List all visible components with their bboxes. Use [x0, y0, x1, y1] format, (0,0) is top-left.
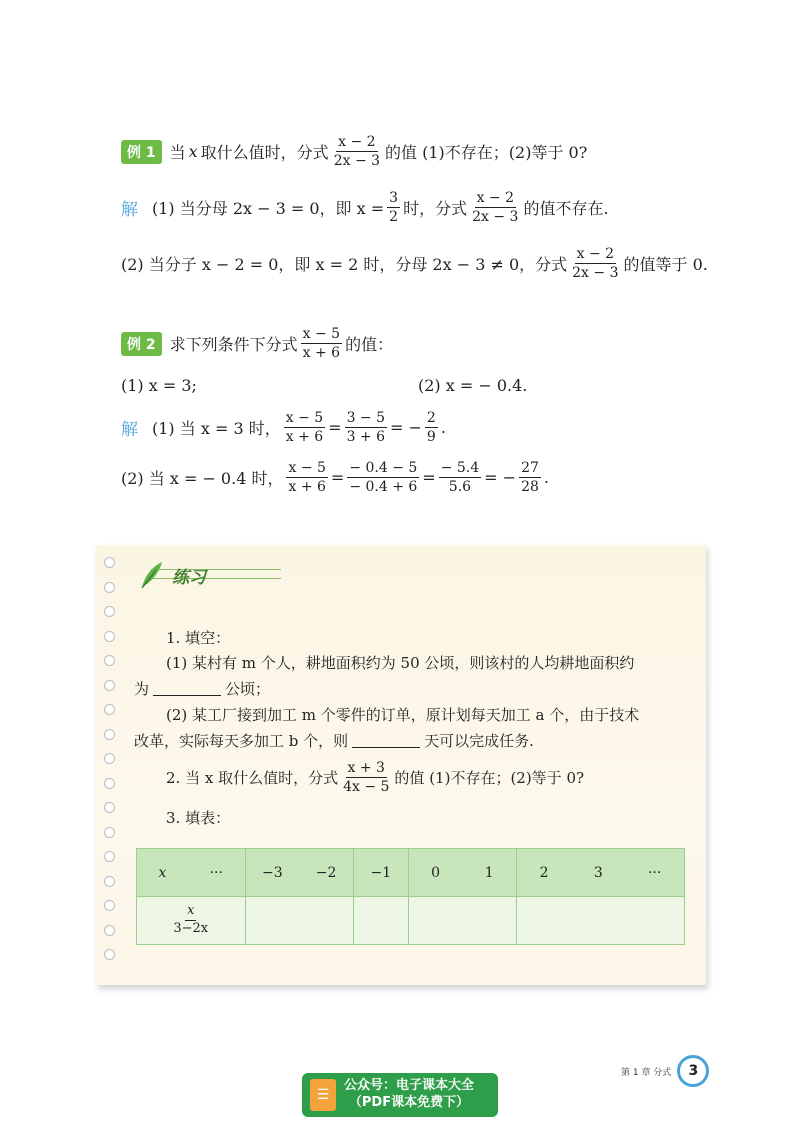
exercise-q1-1a: (1) 某村有 m 个人，耕地面积约为 50 公顷，则该村的人均耕地面积约	[166, 654, 635, 672]
answer-blank[interactable]	[352, 733, 420, 748]
book-icon: ☰	[310, 1079, 336, 1111]
exercise-q1-title: 1. 填空：	[166, 629, 231, 647]
ring-hole	[104, 851, 115, 862]
fraction: $\frac{x - 2}{2x - 3}$	[572, 246, 619, 282]
solution-label: 解	[121, 420, 138, 441]
example1-tag: 例 1	[121, 140, 162, 164]
example2-tag: 例 2	[121, 332, 162, 356]
fraction: $\frac{3 - 5}{3 + 6}$	[346, 410, 386, 446]
table-cell: −3 −2	[245, 849, 353, 897]
example1-question: 例 1 当 x 取什么值时，分式 $\frac{x - 2}{2x - 3}$ 的值 (1)不存在；(2)等于 0?	[121, 134, 587, 169]
fraction: $\frac{3}{2}$	[389, 190, 399, 226]
ring-hole	[104, 753, 115, 764]
answer-cell[interactable]	[517, 897, 685, 945]
ring-hole	[104, 778, 115, 789]
fraction: $\frac{x - 2}{2x - 3}$	[333, 134, 381, 170]
page-number: 3	[677, 1055, 709, 1087]
example2-question: 例 2 求下列条件下分式 $\frac{x - 5}{x + 6}$ 的值：	[121, 326, 393, 361]
fraction: $\frac{x + 3}{4x - 5}$	[343, 760, 390, 796]
fraction: $\frac{27}{28}$	[521, 460, 539, 496]
ring-hole	[104, 582, 115, 593]
ring-hole	[104, 704, 115, 715]
fraction: $\frac{x - 5}{x + 6}$	[288, 460, 326, 496]
example1-solution-1: 解 (1) 当分母 2x − 3 = 0，即 x = $\frac{3}{2}$ 时，分式 $\frac{x - 2}{2x - 3}$ 的值不存在.	[121, 190, 609, 226]
ring-hole	[104, 876, 115, 887]
exercise-q1-1b: 为 公顷；	[134, 680, 271, 698]
table-header-row	[137, 849, 685, 897]
ring-hole	[104, 557, 115, 568]
ring-hole	[104, 802, 115, 813]
answer-cell[interactable]	[245, 897, 353, 945]
exercise-q2: 2. 当 x 取什么值时，分式 $\frac{x + 3}{4x - 5}$ 的值 (1)不存在；(2)等于 0?	[166, 760, 585, 796]
fill-in-table	[136, 848, 685, 945]
watermark-badge: ☰ 公众号：电子课本大全 （PDF课本免费下）	[302, 1073, 498, 1117]
fraction: $\frac{- 5.4}{5.6}$	[440, 460, 480, 496]
example2-solution-2: (2) 当 x = − 0.4 时， $\frac{x - 5}{x + 6}$ = $\frac{- 0.4 - 5}{- 0.4 + 6}$ = $\frac{- 5.4}{5.6}$ = − $\frac{27}{28}$ .	[121, 460, 549, 496]
table-cell: 2 3 ···	[517, 849, 685, 897]
exercise-q3: 3. 填表：	[166, 809, 231, 827]
ring-hole	[104, 925, 115, 936]
table-cell: 0 1	[408, 849, 516, 897]
exercise-q1-2b: 改革，实际每天多加工 b 个，则 天可以完成任务.	[134, 732, 534, 750]
ring-hole	[104, 827, 115, 838]
ring-hole	[104, 900, 115, 911]
fraction: $\frac{- 0.4 - 5}{- 0.4 + 6}$	[349, 460, 418, 496]
ring-hole	[104, 949, 115, 960]
example2-condition-2: (2) x = − 0.4.	[418, 376, 528, 395]
table-cell: −1	[353, 849, 408, 897]
fraction: $\frac{x - 5}{x + 6}$	[302, 326, 341, 362]
feather-icon	[138, 560, 166, 590]
ring-hole	[104, 606, 115, 617]
answer-blank[interactable]	[153, 681, 221, 696]
fraction: $\frac{x - 2}{2x - 3}$	[472, 190, 519, 226]
fraction: $\frac{2}{9}$	[426, 410, 436, 446]
ring-hole	[104, 655, 115, 666]
answer-cell[interactable]	[408, 897, 516, 945]
table-row-label: $\frac{x}{3-2x}$	[137, 897, 246, 945]
example2-solution-1: 解 (1) 当 x = 3 时， $\frac{x - 5}{x + 6}$ = $\frac{3 - 5}{3 + 6}$ = − $\frac{2}{9}$ .	[121, 410, 446, 446]
solution-label: 解	[121, 200, 138, 221]
example2-condition-1: (1) x = 3;	[121, 376, 197, 395]
ring-hole	[104, 729, 115, 740]
ring-hole	[104, 680, 115, 691]
table-row	[137, 897, 685, 945]
exercise-title: 练习	[138, 560, 206, 590]
fraction: $\frac{x - 5}{x + 6}$	[285, 410, 324, 446]
exercise-q1-2a: (2) 某工厂接到加工 m 个零件的订单，原计划每天加工 a 个，由于技术	[166, 706, 640, 724]
ring-hole	[104, 631, 115, 642]
table-cell: x ···	[137, 849, 246, 897]
answer-cell[interactable]	[353, 897, 408, 945]
exercise-box	[96, 545, 706, 985]
page-footer	[621, 1055, 709, 1087]
example1-solution-2: (2) 当分子 x − 2 = 0，即 x = 2 时，分母 2x − 3 ≠ 0，分式 $\frac{x - 2}{2x - 3}$ 的值等于 0.	[121, 246, 708, 282]
chapter-label: 第 1 章 分式	[621, 1067, 672, 1078]
